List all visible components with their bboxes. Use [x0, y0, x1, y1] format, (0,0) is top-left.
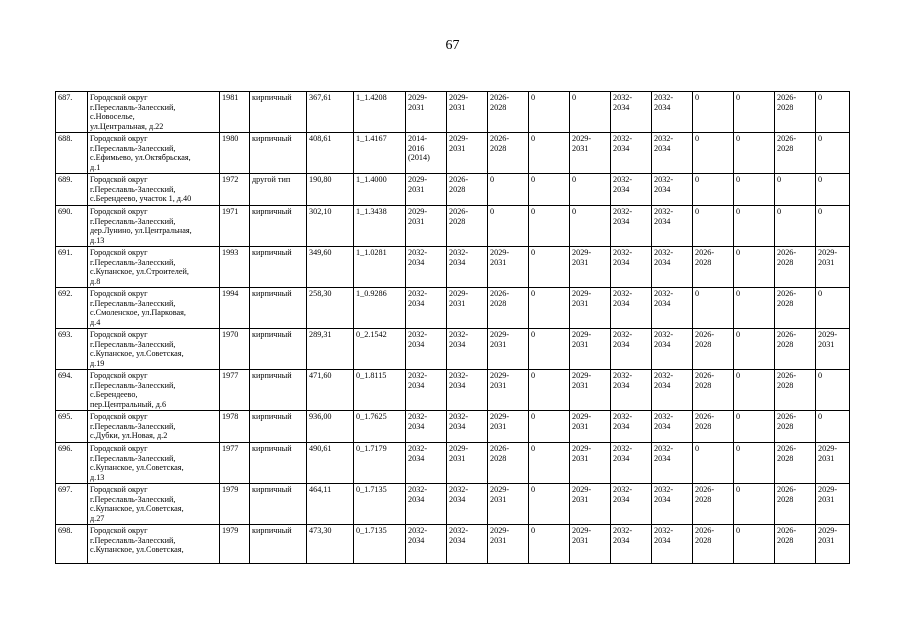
cell-house-code: 0_1.8115 — [354, 370, 406, 411]
cell-period-2: 2026- 2028 — [447, 206, 488, 247]
cell-row-number: 690. — [56, 206, 88, 247]
cell-area: 289,31 — [307, 329, 354, 370]
cell-period-8: 2026- 2028 — [693, 484, 734, 525]
cell-wall-material: кирпичный — [250, 484, 307, 525]
cell-address: Городской округ г.Переславль-Залесский, с.Купанское, ул.Советская, д.27 — [88, 484, 220, 525]
cell-wall-material: кирпичный — [250, 443, 307, 484]
cell-period-8: 0 — [693, 443, 734, 484]
cell-period-9: 0 — [734, 411, 775, 443]
cell-row-number: 687. — [56, 92, 88, 133]
cell-period-5: 2029- 2031 — [570, 525, 611, 564]
cell-build-year: 1981 — [220, 92, 250, 133]
cell-period-5: 2029- 2031 — [570, 133, 611, 174]
cell-period-2: 2029- 2031 — [447, 92, 488, 133]
cell-row-number: 688. — [56, 133, 88, 174]
cell-build-year: 1994 — [220, 288, 250, 329]
cell-period-2: 2029- 2031 — [447, 133, 488, 174]
cell-period-3: 2026- 2028 — [488, 133, 529, 174]
cell-address: Городской округ г.Переславль-Залесский, с.Дубки, ул.Новая, д.2 — [88, 411, 220, 443]
table-row — [56, 92, 850, 133]
cell-address: Городской округ г.Переславль-Залесский, с.Берендеево, участок 1, д.40 — [88, 174, 220, 206]
table-row — [56, 133, 850, 174]
cell-wall-material: кирпичный — [250, 525, 307, 564]
cell-period-8: 0 — [693, 133, 734, 174]
cell-wall-material: другой тип — [250, 174, 307, 206]
cell-house-code: 1_1.4000 — [354, 174, 406, 206]
cell-period-7: 2032- 2034 — [652, 443, 693, 484]
cell-period-9: 0 — [734, 206, 775, 247]
cell-period-9: 0 — [734, 133, 775, 174]
cell-period-3: 2029- 2031 — [488, 370, 529, 411]
cell-address: Городской округ г.Переславль-Залесский, с.Купанское, ул.Строителей, д.8 — [88, 247, 220, 288]
cell-period-4: 0 — [529, 247, 570, 288]
cell-period-10: 0 — [775, 174, 816, 206]
cell-period-7: 2032- 2034 — [652, 411, 693, 443]
cell-period-7: 2032- 2034 — [652, 329, 693, 370]
cell-period-5: 2029- 2031 — [570, 329, 611, 370]
cell-period-5: 0 — [570, 174, 611, 206]
cell-area: 258,30 — [307, 288, 354, 329]
cell-period-5: 2029- 2031 — [570, 484, 611, 525]
cell-wall-material: кирпичный — [250, 247, 307, 288]
cell-address: Городской округ г.Переславль-Залесский, с.Смоленское, ул.Парковая, д.4 — [88, 288, 220, 329]
cell-period-7: 2032- 2034 — [652, 370, 693, 411]
cell-period-11: 2029- 2031 — [816, 484, 850, 525]
cell-period-5: 2029- 2031 — [570, 288, 611, 329]
cell-period-11: 0 — [816, 288, 850, 329]
cell-period-1: 2032- 2034 — [406, 288, 447, 329]
cell-build-year: 1977 — [220, 443, 250, 484]
cell-house-code: 1_1.3438 — [354, 206, 406, 247]
cell-period-1: 2029- 2031 — [406, 92, 447, 133]
cell-period-3: 2029- 2031 — [488, 525, 529, 564]
cell-period-6: 2032- 2034 — [611, 174, 652, 206]
cell-period-1: 2032- 2034 — [406, 484, 447, 525]
cell-build-year: 1980 — [220, 133, 250, 174]
cell-area: 471,60 — [307, 370, 354, 411]
cell-period-7: 2032- 2034 — [652, 288, 693, 329]
cell-period-5: 2029- 2031 — [570, 443, 611, 484]
cell-period-9: 0 — [734, 525, 775, 564]
cell-period-2: 2029- 2031 — [447, 288, 488, 329]
housing-table — [55, 91, 850, 564]
cell-address: Городской округ г.Переславль-Залесский, с.Купанское, ул.Советская, д.13 — [88, 443, 220, 484]
cell-wall-material: кирпичный — [250, 411, 307, 443]
table-row — [56, 411, 850, 443]
cell-wall-material: кирпичный — [250, 370, 307, 411]
cell-period-2: 2026- 2028 — [447, 174, 488, 206]
cell-area: 190,80 — [307, 174, 354, 206]
cell-period-7: 2032- 2034 — [652, 525, 693, 564]
cell-period-6: 2032- 2034 — [611, 288, 652, 329]
cell-period-10: 2026- 2028 — [775, 484, 816, 525]
cell-area: 490,61 — [307, 443, 354, 484]
cell-period-5: 2029- 2031 — [570, 247, 611, 288]
page-number: 67 — [445, 38, 460, 53]
cell-period-2: 2032- 2034 — [447, 525, 488, 564]
cell-build-year: 1977 — [220, 370, 250, 411]
cell-house-code: 1_1.4167 — [354, 133, 406, 174]
cell-period-2: 2032- 2034 — [447, 247, 488, 288]
cell-period-5: 2029- 2031 — [570, 411, 611, 443]
cell-period-6: 2032- 2034 — [611, 247, 652, 288]
cell-period-3: 2029- 2031 — [488, 484, 529, 525]
cell-area: 349,60 — [307, 247, 354, 288]
cell-period-11: 0 — [816, 174, 850, 206]
cell-period-4: 0 — [529, 525, 570, 564]
table-body — [56, 92, 850, 564]
cell-period-3: 0 — [488, 174, 529, 206]
cell-house-code: 0_1.7135 — [354, 484, 406, 525]
cell-period-8: 0 — [693, 288, 734, 329]
cell-area: 302,10 — [307, 206, 354, 247]
cell-period-10: 2026- 2028 — [775, 92, 816, 133]
cell-period-3: 2029- 2031 — [488, 411, 529, 443]
cell-period-6: 2032- 2034 — [611, 329, 652, 370]
cell-address: Городской округ г.Переславль-Залесский, с.Новоселье, ул.Центральная, д.22 — [88, 92, 220, 133]
table-row — [56, 288, 850, 329]
cell-row-number: 698. — [56, 525, 88, 564]
cell-period-8: 2026- 2028 — [693, 370, 734, 411]
cell-period-7: 2032- 2034 — [652, 206, 693, 247]
cell-period-10: 0 — [775, 206, 816, 247]
cell-period-1: 2032- 2034 — [406, 411, 447, 443]
cell-period-3: 2026- 2028 — [488, 443, 529, 484]
cell-row-number: 692. — [56, 288, 88, 329]
cell-period-4: 0 — [529, 288, 570, 329]
cell-period-10: 2026- 2028 — [775, 443, 816, 484]
table-row — [56, 247, 850, 288]
cell-period-2: 2032- 2034 — [447, 411, 488, 443]
cell-period-6: 2032- 2034 — [611, 370, 652, 411]
cell-build-year: 1971 — [220, 206, 250, 247]
cell-period-6: 2032- 2034 — [611, 484, 652, 525]
cell-row-number: 697. — [56, 484, 88, 525]
cell-address: Городской округ г.Переславль-Залесский, с.Ефимьево, ул.Октябрьская, д.1 — [88, 133, 220, 174]
cell-period-11: 2029- 2031 — [816, 443, 850, 484]
cell-house-code: 0_2.1542 — [354, 329, 406, 370]
cell-area: 464,11 — [307, 484, 354, 525]
cell-house-code: 0_1.7625 — [354, 411, 406, 443]
table-row — [56, 370, 850, 411]
cell-period-11: 0 — [816, 92, 850, 133]
cell-period-1: 2032- 2034 — [406, 329, 447, 370]
cell-row-number: 691. — [56, 247, 88, 288]
table-row — [56, 174, 850, 206]
table-row — [56, 484, 850, 525]
cell-build-year: 1970 — [220, 329, 250, 370]
cell-period-7: 2032- 2034 — [652, 92, 693, 133]
cell-period-10: 2026- 2028 — [775, 329, 816, 370]
cell-period-9: 0 — [734, 370, 775, 411]
cell-period-3: 0 — [488, 206, 529, 247]
cell-wall-material: кирпичный — [250, 206, 307, 247]
cell-period-1: 2029- 2031 — [406, 206, 447, 247]
cell-address: Городской округ г.Переславль-Залесский, с.Купанское, ул.Советская, — [88, 525, 220, 564]
cell-period-4: 0 — [529, 329, 570, 370]
cell-period-11: 0 — [816, 133, 850, 174]
cell-period-9: 0 — [734, 92, 775, 133]
cell-period-5: 2029- 2031 — [570, 370, 611, 411]
table-row — [56, 443, 850, 484]
cell-period-2: 2029- 2031 — [447, 443, 488, 484]
cell-house-code: 0_1.7135 — [354, 525, 406, 564]
cell-period-9: 0 — [734, 247, 775, 288]
table-row — [56, 525, 850, 564]
cell-period-11: 2029- 2031 — [816, 329, 850, 370]
cell-period-10: 2026- 2028 — [775, 247, 816, 288]
cell-period-6: 2032- 2034 — [611, 206, 652, 247]
cell-address: Городской округ г.Переславль-Залесский, с.Купанское, ул.Советская, д.19 — [88, 329, 220, 370]
cell-period-6: 2032- 2034 — [611, 411, 652, 443]
cell-period-4: 0 — [529, 133, 570, 174]
cell-wall-material: кирпичный — [250, 133, 307, 174]
cell-period-4: 0 — [529, 174, 570, 206]
cell-period-9: 0 — [734, 174, 775, 206]
cell-build-year: 1979 — [220, 484, 250, 525]
cell-house-code: 0_1.7179 — [354, 443, 406, 484]
cell-period-5: 0 — [570, 92, 611, 133]
cell-period-7: 2032- 2034 — [652, 247, 693, 288]
cell-period-8: 0 — [693, 174, 734, 206]
cell-period-1: 2014- 2016 (2014) — [406, 133, 447, 174]
cell-house-code: 1_1.0281 — [354, 247, 406, 288]
cell-build-year: 1979 — [220, 525, 250, 564]
cell-period-1: 2029- 2031 — [406, 174, 447, 206]
cell-period-9: 0 — [734, 288, 775, 329]
cell-wall-material: кирпичный — [250, 288, 307, 329]
cell-period-8: 2026- 2028 — [693, 525, 734, 564]
cell-period-2: 2032- 2034 — [447, 370, 488, 411]
cell-area: 367,61 — [307, 92, 354, 133]
cell-house-code: 1_1.4208 — [354, 92, 406, 133]
cell-period-7: 2032- 2034 — [652, 133, 693, 174]
cell-period-3: 2029- 2031 — [488, 329, 529, 370]
cell-row-number: 693. — [56, 329, 88, 370]
cell-period-10: 2026- 2028 — [775, 525, 816, 564]
cell-period-8: 2026- 2028 — [693, 247, 734, 288]
cell-row-number: 696. — [56, 443, 88, 484]
cell-period-11: 0 — [816, 206, 850, 247]
cell-period-11: 2029- 2031 — [816, 525, 850, 564]
cell-period-11: 0 — [816, 411, 850, 443]
cell-period-4: 0 — [529, 92, 570, 133]
cell-period-3: 2026- 2028 — [488, 288, 529, 329]
cell-period-3: 2029- 2031 — [488, 247, 529, 288]
cell-period-11: 2029- 2031 — [816, 247, 850, 288]
cell-address: Городской округ г.Переславль-Залесский, дер.Лунино, ул.Центральная, д.13 — [88, 206, 220, 247]
cell-period-10: 2026- 2028 — [775, 370, 816, 411]
cell-area: 473,30 — [307, 525, 354, 564]
cell-period-1: 2032- 2034 — [406, 370, 447, 411]
cell-row-number: 689. — [56, 174, 88, 206]
cell-period-7: 2032- 2034 — [652, 484, 693, 525]
cell-period-7: 2032- 2034 — [652, 174, 693, 206]
cell-row-number: 695. — [56, 411, 88, 443]
cell-period-10: 2026- 2028 — [775, 411, 816, 443]
cell-period-3: 2026- 2028 — [488, 92, 529, 133]
table-row — [56, 329, 850, 370]
cell-period-8: 0 — [693, 92, 734, 133]
cell-period-4: 0 — [529, 411, 570, 443]
cell-period-8: 2026- 2028 — [693, 329, 734, 370]
cell-area: 408,61 — [307, 133, 354, 174]
cell-row-number: 694. — [56, 370, 88, 411]
cell-period-4: 0 — [529, 370, 570, 411]
cell-build-year: 1972 — [220, 174, 250, 206]
cell-period-9: 0 — [734, 484, 775, 525]
cell-period-9: 0 — [734, 329, 775, 370]
cell-address: Городской округ г.Переславль-Залесский, с.Берендеево, пер.Центральный, д.6 — [88, 370, 220, 411]
cell-period-6: 2032- 2034 — [611, 92, 652, 133]
cell-period-4: 0 — [529, 443, 570, 484]
cell-period-8: 0 — [693, 206, 734, 247]
cell-build-year: 1993 — [220, 247, 250, 288]
cell-period-1: 2032- 2034 — [406, 525, 447, 564]
cell-wall-material: кирпичный — [250, 329, 307, 370]
cell-period-9: 0 — [734, 443, 775, 484]
cell-period-4: 0 — [529, 206, 570, 247]
cell-period-2: 2032- 2034 — [447, 484, 488, 525]
table-row — [56, 206, 850, 247]
cell-period-6: 2032- 2034 — [611, 133, 652, 174]
cell-house-code: 1_0.9286 — [354, 288, 406, 329]
cell-period-10: 2026- 2028 — [775, 288, 816, 329]
cell-period-8: 2026- 2028 — [693, 411, 734, 443]
cell-period-1: 2032- 2034 — [406, 247, 447, 288]
cell-period-6: 2032- 2034 — [611, 443, 652, 484]
cell-period-2: 2032- 2034 — [447, 329, 488, 370]
cell-period-11: 0 — [816, 370, 850, 411]
cell-period-6: 2032- 2034 — [611, 525, 652, 564]
cell-area: 936,00 — [307, 411, 354, 443]
cell-wall-material: кирпичный — [250, 92, 307, 133]
cell-period-4: 0 — [529, 484, 570, 525]
cell-period-1: 2032- 2034 — [406, 443, 447, 484]
cell-build-year: 1978 — [220, 411, 250, 443]
cell-period-5: 0 — [570, 206, 611, 247]
cell-period-10: 2026- 2028 — [775, 133, 816, 174]
